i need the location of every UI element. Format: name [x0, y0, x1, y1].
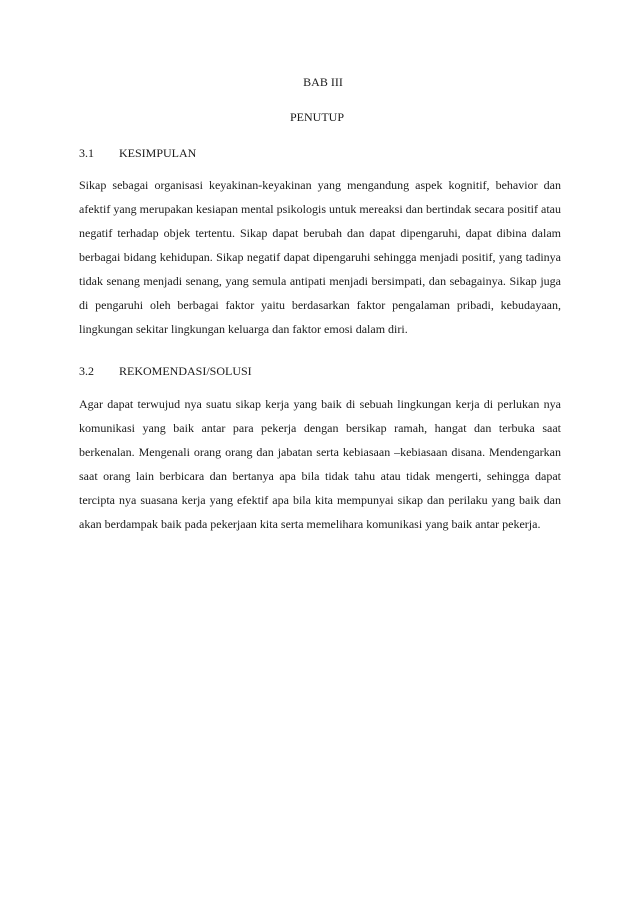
- section-title: KESIMPULAN: [119, 146, 197, 160]
- chapter-title: BAB III: [303, 75, 343, 89]
- section-paragraph-kesimpulan: Sikap sebagai organisasi keyakinan-keyakinan yang mengandung aspek kognitif, behavior dan afektif yang merupakan kesiapan mental psikologis untuk mereaksi dan bertindak secara positif atau negatif terhadap objek tertentu. Sikap dapat berubah dan dapat dipengaruhi, dapat dibina dalam berbagai bidang kehidupan. Sikap negatif dapat dipengaruhi sehingga menjadi positif, yang tadinya tidak senang menjadi senang, yang semula antipati menjadi bersimpati, dan sebagainya. Sikap juga di pengaruhi oleh berbagai faktor yaitu berdasarkan faktor pengalaman pribadi, kebudayaan, lingkungan sekitar lingkungan keluarga dan faktor emosi dalam diri.: [79, 178, 561, 336]
- section-heading-kesimpulan: [79, 146, 196, 160]
- section-title: REKOMENDASI/SOLUSI: [119, 364, 252, 378]
- chapter-subtitle: PENUTUP: [289, 110, 344, 124]
- section-number: 3.1: [79, 146, 94, 160]
- section-number: 3.2: [79, 364, 94, 378]
- section-heading-rekomendasi: [79, 364, 252, 378]
- section-paragraph-rekomendasi: Agar dapat terwujud nya suatu sikap kerja yang baik di sebuah lingkungan kerja di perlukan nya komunikasi yang baik antar para pekerja dengan bersikap ramah, hangat dan terbuka saat berkenalan. Mengenali orang orang dan jabatan serta kebiasaan –kebiasaan disana. Mendengarkan saat orang lain berbicara dan bertanya apa bila tidak tahu atau tidak mengerti, sehingga dapat tercipta nya suasana kerja yang efektif apa bila kita mempunyai sikap dan perilaku yang baik dan akan berdampak baik pada pekerjaan kita serta memelihara komunikasi yang baik antar pekerja.: [79, 397, 561, 531]
